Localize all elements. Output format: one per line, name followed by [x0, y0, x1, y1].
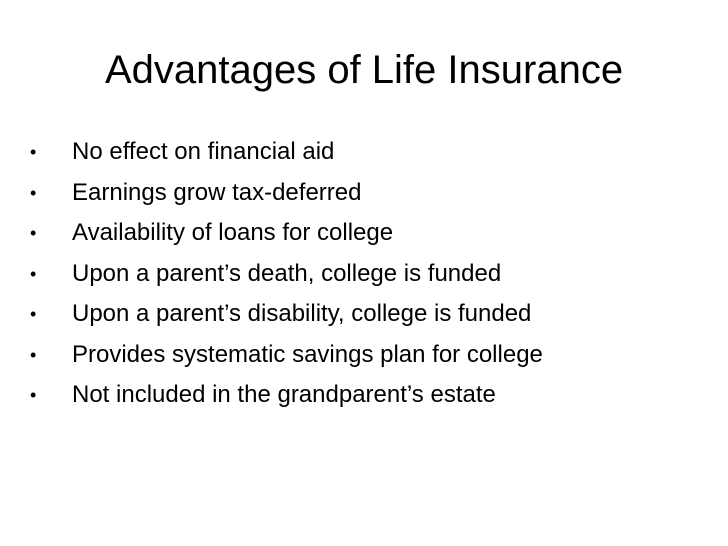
list-item-text: No effect on financial aid — [72, 138, 335, 165]
bullet-icon: • — [30, 304, 37, 324]
bullet-icon: • — [30, 182, 37, 203]
list-item-text: Availability of loans for college — [72, 219, 394, 246]
list-item-text: Not included in the grandparent’s estate — [72, 381, 496, 408]
slide-title: Advantages of Life Insurance — [104, 48, 624, 92]
list-item-text: Provides systematic savings plan for college — [72, 340, 543, 368]
list-item-text: Earnings grow tax-deferred — [72, 178, 362, 206]
bullet-icon: • — [30, 142, 37, 162]
bullet-icon: • — [30, 344, 37, 365]
bullet-icon: • — [30, 223, 37, 243]
list-item-text: Upon a parent’s disability, college is funded — [72, 300, 532, 327]
list-item-text: Upon a parent’s death, college is funded — [72, 259, 502, 287]
bullet-icon: • — [30, 385, 37, 405]
bullet-icon: • — [30, 263, 37, 284]
